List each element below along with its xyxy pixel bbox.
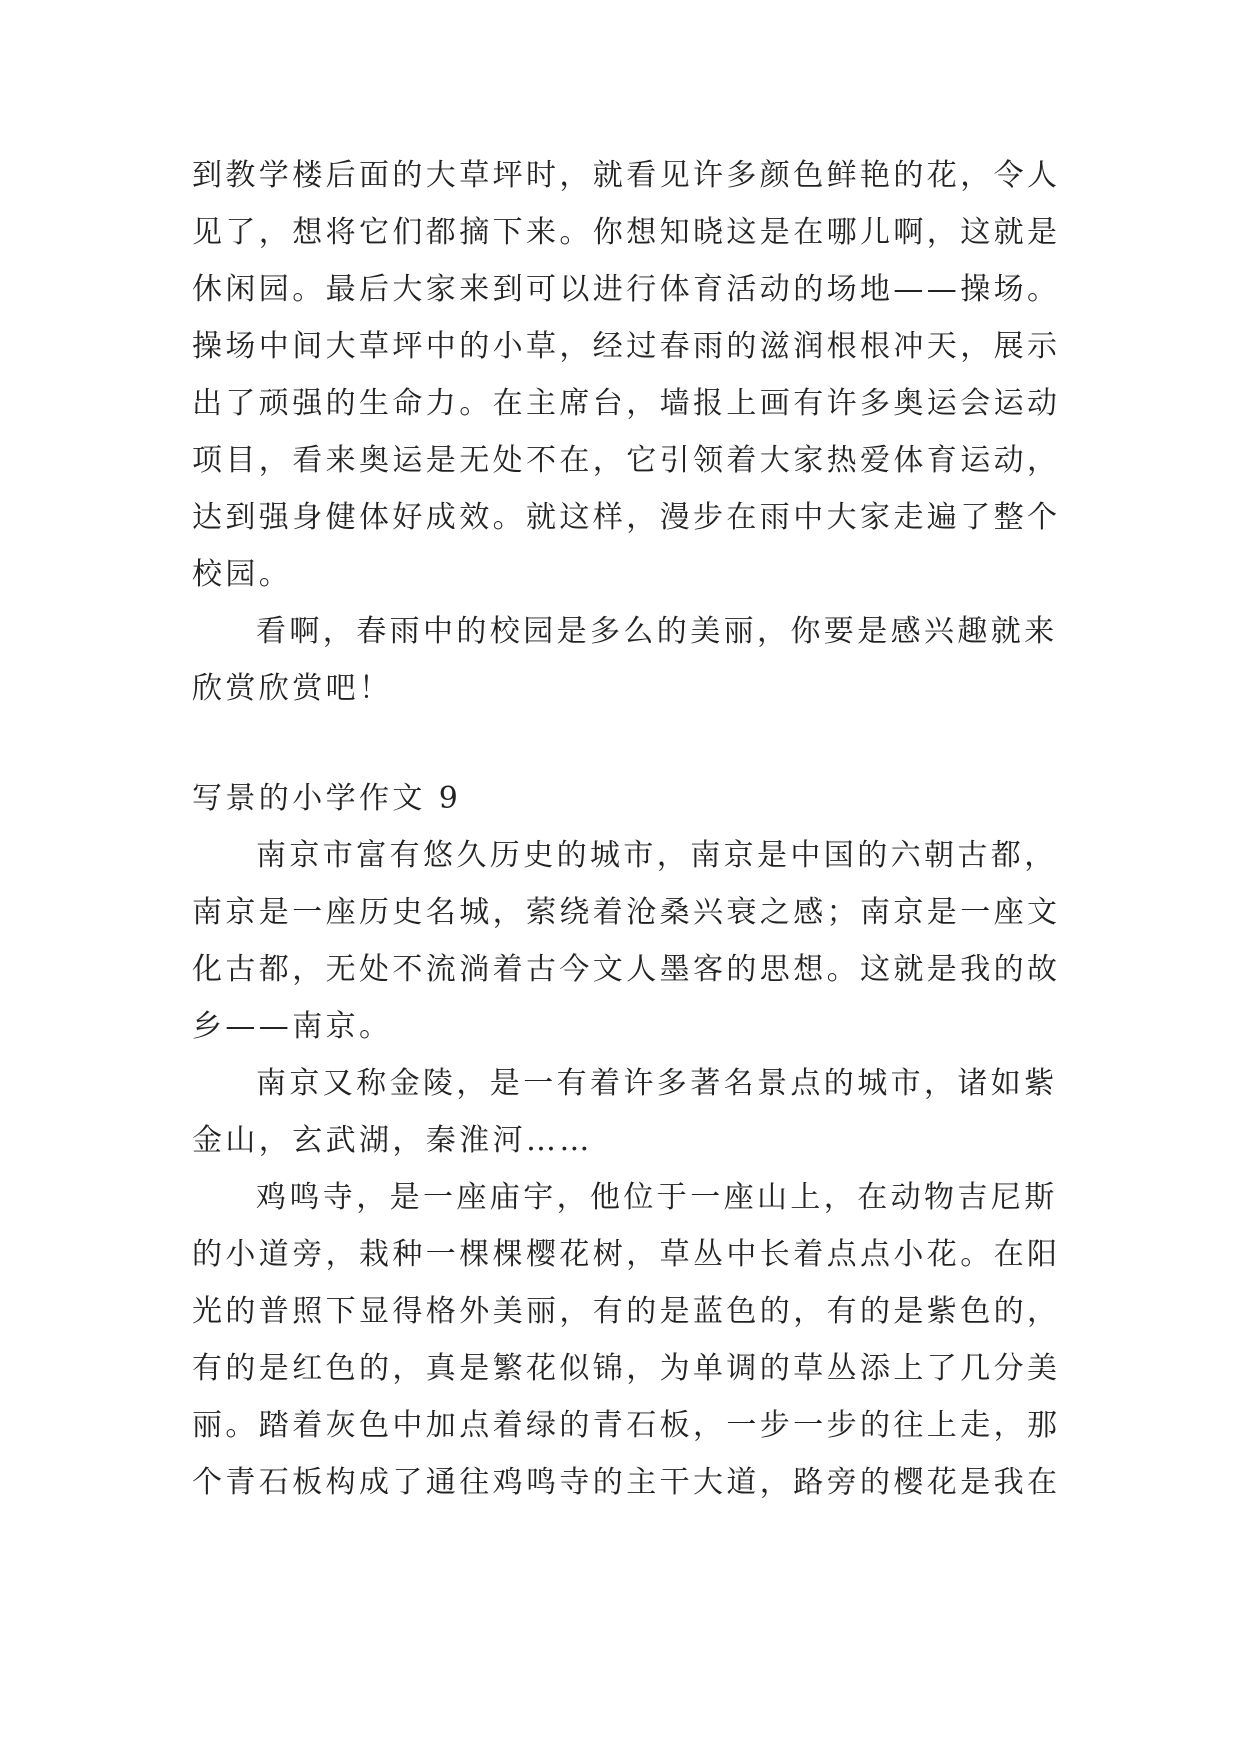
body-text-line: 休闲园。最后大家来到可以进行体育活动的场地——操场。	[192, 272, 1061, 307]
section-heading: 写景的小学作文 9	[192, 781, 462, 816]
body-text-line: 光的普照下显得格外美丽，有的是蓝色的，有的是紫色的，	[192, 1294, 1061, 1329]
body-text-line: 的小道旁，栽种一棵棵樱花树，草丛中长着点点小花。在阳	[192, 1237, 1061, 1272]
body-text-line: 金山，玄武湖，秦淮河……	[192, 1123, 593, 1158]
body-text-line: 乡——南京。	[192, 1009, 393, 1044]
body-text-line: 操场中间大草坪中的小草，经过春雨的滋润根根冲天，展示	[192, 329, 1061, 364]
paragraph-first-line: 南京市富有悠久历史的城市，南京是中国的六朝古都，	[256, 838, 1058, 873]
paragraph-first-line: 看啊，春雨中的校园是多么的美丽，你要是感兴趣就来	[256, 614, 1058, 649]
body-text-line: 项目，看来奥运是无处不在，它引领着大家热爱体育运动，	[192, 443, 1061, 478]
body-text-line: 丽。踏着灰色中加点着绿的青石板，一步一步的往上走，那	[192, 1408, 1061, 1443]
body-text-line: 化古都，无处不流淌着古今文人墨客的思想。这就是我的故	[192, 952, 1061, 987]
body-text-line: 个青石板构成了通往鸡鸣寺的主干大道，路旁的樱花是我在	[192, 1465, 1061, 1500]
body-text-line: 校园。	[192, 557, 293, 592]
paragraph-first-line: 鸡鸣寺，是一座庙宇，他位于一座山上，在动物吉尼斯	[256, 1180, 1058, 1215]
body-text-line: 出了顽强的生命力。在主席台，墙报上画有许多奥运会运动	[192, 386, 1061, 421]
body-text-line: 欣赏欣赏吧！	[192, 671, 393, 706]
body-text-line: 见了，想将它们都摘下来。你想知晓这是在哪儿啊，这就是	[192, 215, 1061, 250]
body-text-line: 南京是一座历史名城，萦绕着沧桑兴衰之感；南京是一座文	[192, 895, 1061, 930]
paragraph-first-line: 南京又称金陵，是一有着许多著名景点的城市，诸如紫	[256, 1066, 1058, 1101]
body-text-line: 达到强身健体好成效。就这样，漫步在雨中大家走遍了整个	[192, 500, 1061, 535]
body-text-line: 到教学楼后面的大草坪时，就看见许多颜色鲜艳的花，令人	[192, 158, 1061, 193]
body-text-line: 有的是红色的，真是繁花似锦，为单调的草丛添上了几分美	[192, 1351, 1061, 1386]
